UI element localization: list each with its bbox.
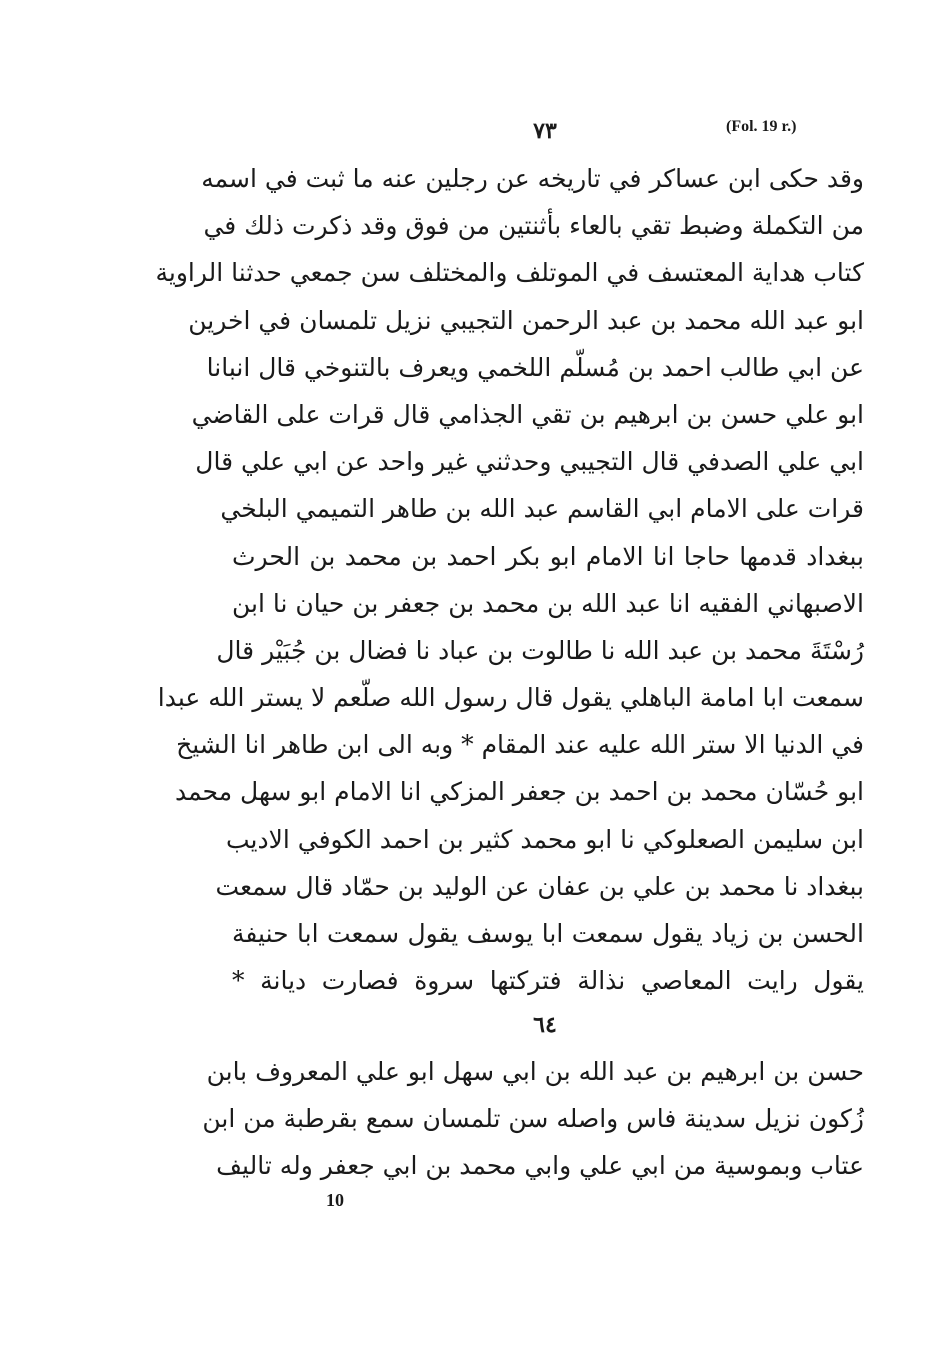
text-line: ببغداد نا محمد بن علي بن عفان عن الوليد بن حمّاد قال سمعت — [215, 871, 864, 901]
text-line: الاصبهاني الفقيه انا عبد الله بن محمد بن جعفر بن حيان نا ابن — [232, 588, 864, 618]
page-number: ٧٣ — [533, 118, 557, 144]
entry-text-block — [155, 155, 864, 1004]
text-line: يقول رايت المعاصي نذالة فتركتها سروة فصارت ديانة * — [232, 966, 864, 996]
text-line: وقد حكى ابن عساكر في تاريخه عن رجلين عنه ما ثبت في اسمه — [201, 164, 864, 193]
text-line: زُكون نزيل سدينة فاس واصله سن تلمسان سمع بقرطبة من ابن — [202, 1104, 864, 1134]
entry-text-block — [202, 1048, 864, 1190]
text-line: ابي علي الصدفي قال التجيبي وحدثني غير واحد عن ابي علي قال — [195, 447, 864, 477]
text-line: من التكملة وضبط تقي بالعاء بأثنتين من فوق وقد ذكرت ذلك في — [203, 211, 864, 241]
text-line: قرات على الامام ابي القاسم عبد الله بن طاهر التميمي البلخي — [220, 494, 864, 524]
entry-number: ٦٤ — [533, 1012, 557, 1038]
text-line: عن ابي طالب احمد بن مُسلّم اللخمي ويعرف بالتنوخي قال انبانا — [206, 352, 864, 382]
text-line: ابو حُسّان محمد بن احمد بن جعفر المزكي انا الامام ابو سهل محمد — [174, 777, 864, 807]
text-line: عتاب وبموسية من ابي علي وابي محمد بن ابي جعفر وله تاليف — [216, 1151, 864, 1181]
text-line: حسن بن ابرهيم بن عبد الله بن ابي سهل ابو علي المعروف بابن — [206, 1057, 864, 1086]
folio-reference: (Fol. 19 r.) — [726, 118, 797, 135]
signature-mark: 10 — [326, 1190, 344, 1210]
text-line: رُسْتَةَ محمد بن عبد الله نا طالوت بن عباد نا فضال بن جُبَيْر قال — [216, 635, 864, 665]
text-line: ابن سليمن الصعلوكي نا ابو محمد كثير بن احمد الكوفي الاديب — [225, 824, 864, 854]
text-line: في الدنيا الا ستر الله عليه عند المقام * وبه الى ابن طاهر انا الشيخ — [176, 730, 864, 760]
text-line: الحسن بن زياد يقول سمعت ابا يوسف يقول سمعت ابا حنيفة — [232, 919, 864, 948]
text-line: ابو علي حسن بن ابرهيم بن تقي الجذامي قال قرات على القاضي — [191, 399, 864, 429]
text-line: ببغداد قدمها حاجا انا الامام ابو بكر احمد بن محمد بن الحرث — [232, 541, 864, 571]
text-line: سمعت ابا امامة الباهلي يقول قال رسول الله صلّعم لا يستر الله عبدا — [157, 683, 864, 713]
text-line: ابو عبد الله محمد بن عبد الرحمن التجيبي نزيل تلمسان في اخرين — [188, 305, 864, 335]
text-line: كتاب هداية المعتسف في الموتلف والمختلف سن جمعي حدثنا الراوية — [155, 258, 864, 288]
